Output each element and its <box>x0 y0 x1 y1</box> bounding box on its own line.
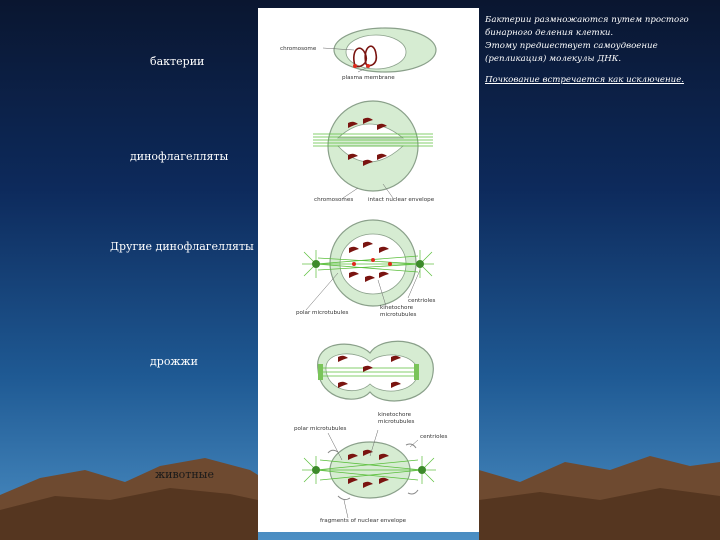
bacteria-reproduction-note <box>485 14 715 87</box>
stage-other-dinoflagellates <box>296 220 436 318</box>
note-line-3: Этому предшествует самоудвоение <box>485 41 658 51</box>
note-budding: Почкование встречается как исключение. <box>485 75 685 85</box>
label-chromosome: chromosome <box>280 46 317 52</box>
note-line-1: Бактерии размножаются путем простого <box>485 15 689 25</box>
note-line-2: бинарного деления клетки. <box>485 28 614 38</box>
label-bacteria: бактерии <box>150 55 205 68</box>
label-centrioles-1: centrioles <box>408 298 436 304</box>
label-fragments-nuclear-envelope: fragments of nuclear envelope <box>320 518 407 524</box>
label-chromosomes: chromosomes <box>314 197 354 203</box>
label-plasma-membrane: plasma membrane <box>342 75 395 81</box>
label-dinoflagellates: динофлагелляты <box>130 150 229 163</box>
label-other-dinoflagellates: Другие динофлагелляты <box>110 240 254 253</box>
stage-animals <box>294 412 448 524</box>
label-yeast: дрожжи <box>150 355 199 368</box>
stage-yeast <box>318 341 434 401</box>
label-animals: животные <box>155 468 214 481</box>
cell-division-figure <box>258 8 479 532</box>
label-polar-microtubules-1: polar microtubules <box>296 310 349 316</box>
division-diagram <box>258 8 479 532</box>
label-polar-microtubules-2: polar microtubules <box>294 426 347 432</box>
label-intact-nuclear-envelope: intact nuclear envelope <box>368 197 435 203</box>
label-kinetochore-2b: microtubules <box>378 419 415 425</box>
label-centrioles-2: centrioles <box>420 434 448 440</box>
label-kinetochore-1b: microtubules <box>380 312 417 318</box>
note-line-4: (репликация) молекулы ДНК. <box>485 54 622 64</box>
stage-dinoflagellates <box>313 101 435 203</box>
label-kinetochore-2a: kinetochore <box>378 412 412 418</box>
label-kinetochore-1a: kinetochore <box>380 305 414 311</box>
stage-bacteria <box>280 28 436 81</box>
